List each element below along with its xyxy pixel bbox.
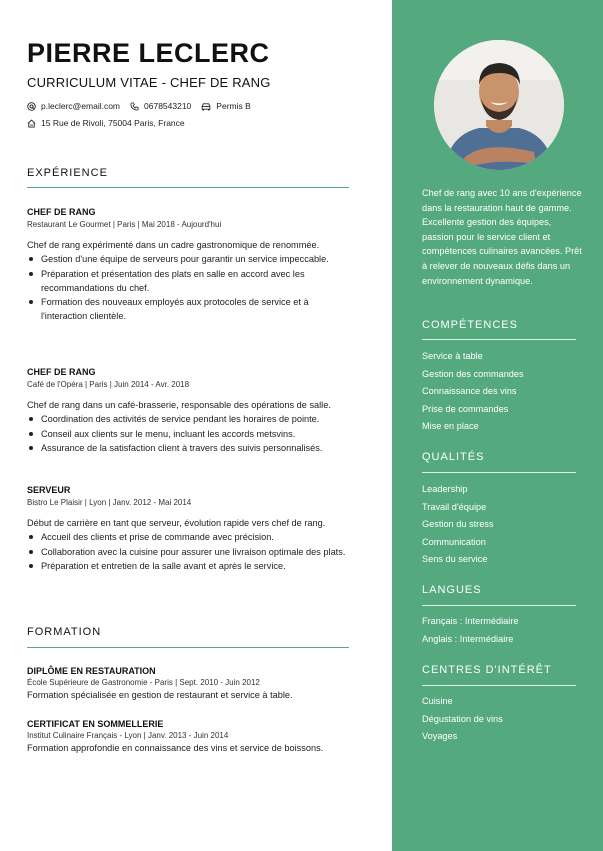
address-text: 15 Rue de Rivoli, 75004 Paris, France: [41, 118, 185, 128]
license-contact: [201, 101, 250, 111]
skill-item: Mise en place: [422, 421, 479, 431]
job-bullets: [27, 412, 349, 455]
languages-heading: LANGUES: [422, 584, 482, 596]
profile-summary: Chef de rang avec 10 ans d'expérience dans la restauration haut de gamme. Excellente gestion des équipes, passion pour le service client et compétences culinaires avancées. Prêt à relever de nouveaux défis dans un environnement dynamique.: [422, 188, 582, 286]
quality-item: Travail d'équipe: [422, 501, 487, 512]
job-description: Chef de rang expérimenté dans un cadre gastronomique de renommée.: [27, 240, 320, 250]
skill-item: Gestion des commandes: [422, 368, 524, 379]
skill-item: Service à table: [422, 351, 483, 361]
bullet-item: Assurance de la satisfaction client à travers des suivis personnalisés.: [27, 441, 349, 455]
candidate-name: PIERRE LECLERC: [27, 38, 270, 68]
interests-heading: CENTRES D'INTÉRÊT: [422, 664, 552, 676]
cv-subtitle: CURRICULUM VITAE - CHEF DE RANG: [27, 75, 271, 90]
interest-item: Voyages: [422, 731, 458, 741]
email-text: p.leclerc@email.com: [41, 101, 121, 111]
education-entry: [27, 719, 349, 755]
skills-heading: COMPÉTENCES: [422, 319, 518, 331]
language-item: Anglais : Intermédiaire: [422, 633, 514, 644]
experience-heading: EXPÉRIENCE: [27, 167, 108, 179]
job-description: Début de carrière en tant que serveur, évolution rapide vers chef de rang.: [27, 518, 326, 528]
home-icon: [27, 119, 36, 128]
license-text: Permis B: [216, 101, 251, 111]
email-contact: [27, 101, 120, 111]
car-icon: [201, 102, 211, 111]
bullet-item: Gestion d'une équipe de serveurs pour garantir un service impeccable.: [27, 252, 349, 266]
bullet-item: Accueil des clients et prise de commande avec précision.: [27, 530, 349, 544]
quality-item: Sens du service: [422, 554, 488, 564]
degree-meta: École Supérieure de Gastronomie - Paris | Sept. 2010 - Juin 2012: [27, 678, 260, 687]
bullet-item: Conseil aux clients sur le menu, incluant les accords metsvins.: [27, 427, 349, 441]
degree-meta: Institut Culinaire Français - Lyon | Janv. 2013 - Juin 2014: [27, 731, 229, 740]
at-icon: [27, 102, 36, 111]
experience-divider: [27, 187, 349, 188]
skill-item: Connaissance des vins: [422, 386, 517, 396]
bullet-item: Coordination des activités de service pendant les horaires de pointe.: [27, 412, 349, 426]
experience-entry: [27, 485, 349, 573]
quality-item: Communication: [422, 536, 486, 547]
skill-item: Prise de commandes: [422, 403, 509, 414]
interest-item: Cuisine: [422, 696, 453, 706]
qualities-heading: QUALITÉS: [422, 451, 485, 463]
job-bullets: [27, 530, 349, 573]
experience-entry: [27, 207, 349, 324]
bullet-item: Préparation et entretien de la salle avant et après le service.: [27, 559, 349, 573]
education-divider: [27, 647, 349, 648]
interests-divider: [422, 685, 576, 686]
bullet-item: Préparation et présentation des plats en salle en accord avec les recommandations du chef.: [27, 267, 349, 296]
quality-item: Leadership: [422, 484, 468, 494]
education-entry: [27, 666, 349, 702]
job-bullets: [27, 252, 349, 323]
interest-item: Dégustation de vins: [422, 713, 503, 724]
languages-list: [422, 613, 519, 648]
job-meta: Café de l'Opéra | Paris | Juin 2014 - Avr. 2018: [27, 380, 190, 389]
phone-text: 0678543210: [144, 101, 192, 111]
experience-entry: [27, 367, 349, 455]
job-meta: Bistro Le Plaisir | Lyon | Janv. 2012 - Mai 2014: [27, 498, 192, 507]
qualities-list: [422, 481, 494, 569]
profile-photo: [434, 40, 564, 170]
education-heading: FORMATION: [27, 626, 102, 638]
bullet-item: Collaboration avec la cuisine pour assurer une livraison optimale des plats.: [27, 545, 349, 559]
skills-list: [422, 348, 524, 436]
degree-description: Formation approfondie en connaissance des vins et service de boissons.: [27, 743, 324, 753]
quality-item: Gestion du stress: [422, 519, 494, 529]
job-title: CHEF DE RANG: [27, 207, 96, 217]
languages-divider: [422, 605, 576, 606]
degree-description: Formation spécialisée en gestion de restaurant et service à table.: [27, 690, 293, 700]
job-description: Chef de rang dans un café-brasserie, responsable des opérations de salle.: [27, 400, 331, 410]
job-meta: Restaurant Le Gourmet | Paris | Mai 2018 - Aujourd'hui: [27, 220, 222, 229]
contact-row-2: [27, 118, 195, 128]
degree-title: DIPLÔME EN RESTAURATION: [27, 666, 156, 676]
contact-row-1: [27, 101, 261, 111]
qualities-divider: [422, 472, 576, 473]
bullet-item: Formation des nouveaux employés aux protocoles de service et à l'interaction clientèle.: [27, 295, 349, 324]
interests-list: [422, 693, 503, 746]
phone-contact: [130, 101, 191, 111]
job-title: CHEF DE RANG: [27, 367, 96, 377]
address-contact: [27, 118, 185, 128]
degree-title: CERTIFICAT EN SOMMELLERIE: [27, 719, 164, 729]
language-item: Français : Intermédiaire: [422, 616, 519, 626]
phone-icon: [130, 102, 139, 111]
skills-divider: [422, 339, 576, 340]
job-title: SERVEUR: [27, 485, 71, 495]
